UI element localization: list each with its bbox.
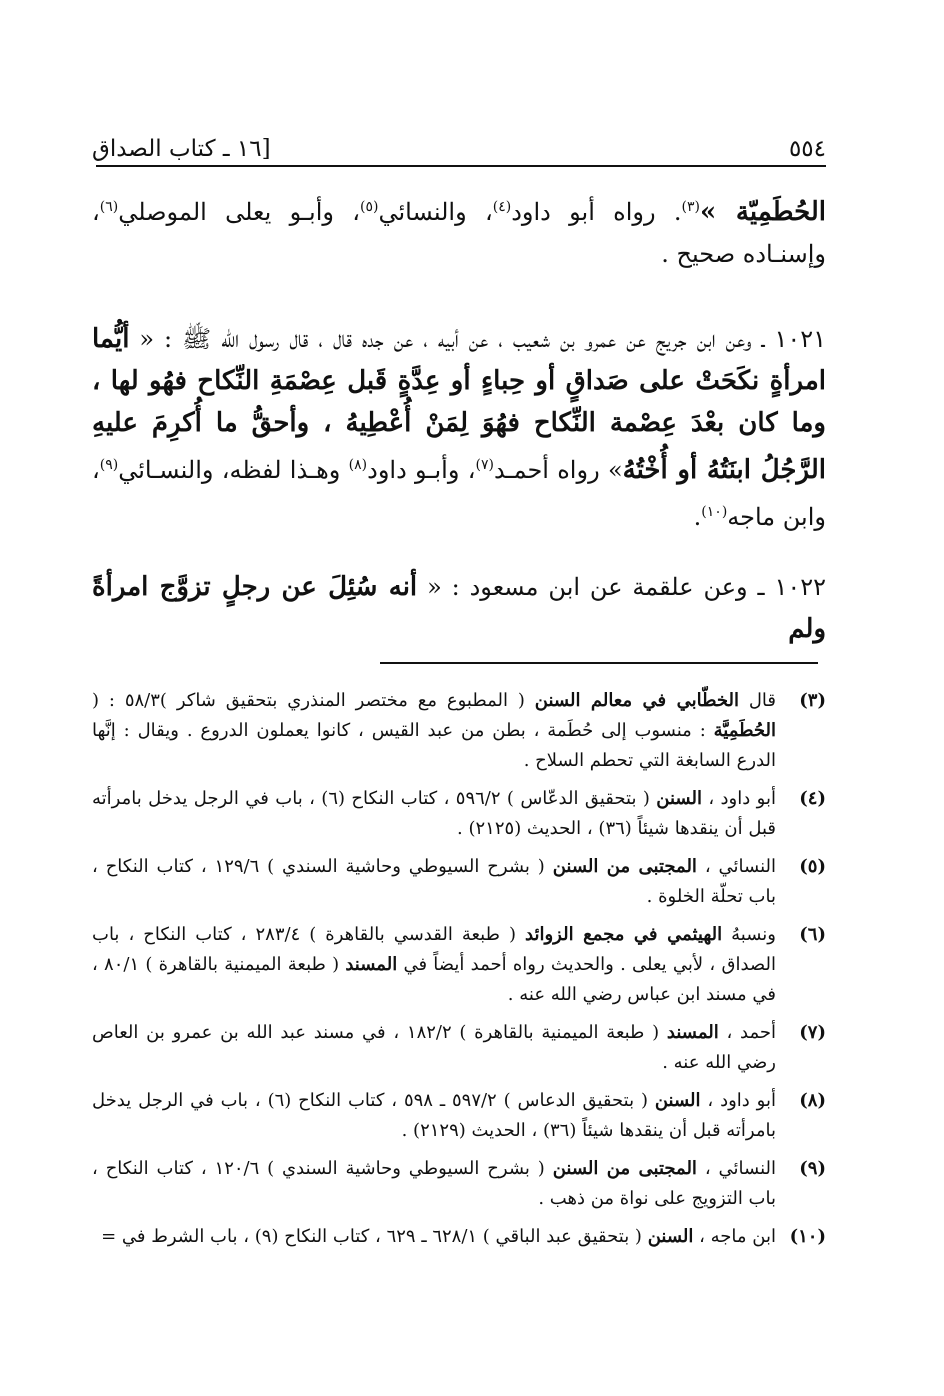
footnote-text (92, 1222, 776, 1252)
source-title: المسند (345, 954, 398, 975)
source-title: المجتبى من السنن (552, 1158, 697, 1179)
text-span: ١٠٢١ ـ وعن ابن جريج عن عمرو بن شعيب ، عن أبيه ، عن جده قال ، قال رسول الله ﷺ : « (139, 325, 826, 353)
footnote-number: (٣) (799, 690, 826, 711)
footnote-number: (٧) (799, 1022, 826, 1043)
footnote-rest: ( بتحقيق الدعاس ) ٥٩٧/٢ ـ ٥٩٨ ، كتاب النكاح (٦) ، باب في الرجل يدخل بامرأته قبل أن ينقدها شيئاً (٣٦) ، الحديث (٢١٢٩) . (92, 1090, 776, 1141)
text-span: » رواه أحمـد (493, 456, 623, 484)
footnote-number: (٥) (799, 856, 826, 877)
text-span: . (693, 503, 702, 531)
footnote-ref: (٥) (360, 199, 379, 215)
source-title: المجتبى من السنن (552, 856, 697, 877)
hadith-term: الحُطَمِيّة » (699, 197, 827, 227)
footnote-rest: ( طبعة الميمنية بالقاهرة ) ٨٠/١ ، في مسند ابن عباس رضي الله عنه . (92, 954, 776, 1005)
footnote-item (92, 784, 826, 844)
footnote-prefix: النسائي ، (704, 856, 776, 877)
page-number: ٥٥٤ (788, 136, 826, 162)
footnote-number: (٨) (799, 1090, 826, 1111)
footnote-ref: (٦) (99, 199, 119, 215)
source-title: الحُطَمِيَّة (713, 720, 776, 741)
footnote-text (92, 784, 776, 844)
footnote-text (92, 686, 776, 776)
footnote-text (92, 1086, 776, 1146)
source-title: الخطّابي في معالم السنن (534, 690, 739, 711)
footnote-ref: (٤) (492, 199, 512, 215)
text-span: . رواه أبو داود (511, 198, 682, 226)
source-title: الهيثمي في مجمع الزوائد (525, 924, 723, 945)
footnote-text (92, 920, 776, 1010)
footnote-rest: ( طبعة القدسي بالقاهرة ) ٢٨٣/٤ ، كتاب النكاح ، باب الصداق ، لأبي يعلى . والحديث رواه أحمد أيضاً في (92, 924, 776, 975)
footnote-number: (٤) (799, 788, 826, 809)
footnotes (92, 686, 826, 1260)
text-span: ، والنسائي (378, 198, 493, 226)
footnote-rest: ( طبعة الميمنية بالقاهرة ) ١٨٢/٢ ، في مسند عبد الله بن عمرو بن العاص رضي الله عنه . (92, 1022, 776, 1073)
footnote-rest: ( المطبوع مع مختصر المنذري بتحقيق شاكر )٥٨/٣ : ( (92, 690, 525, 711)
footnote-divider (380, 662, 818, 664)
footnote-item (92, 1222, 826, 1252)
footnote-item (92, 1086, 826, 1146)
footnote-rest: ( بشرح السيوطي وحاشية السندي ) ١٢٩/٦ ، كتاب النكاح ، باب تحلّة الخلوة . (92, 856, 776, 907)
footnote-prefix: ابن ماجه ، (699, 1226, 776, 1247)
source-title: المسند (666, 1022, 719, 1043)
hadith-text: أيُّما امرأةٍ نكَحَتْ على صَداقٍ أو حِباءٍ أو عِدَّةٍ قَبل عِصْمَةِ النِّكاح فهُو لها ، وما كان بعْدَ عِصْمة النِّكاح فهُوَ لِمَنْ أُعْطِيهُ ، وأحقُّ ما أُكرِمَ عليهِ الرَّجُلُ ابنَتُهُ أو أُخْتُهُ (92, 324, 826, 485)
footnote-text (92, 1154, 776, 1214)
paragraph-1022 (92, 566, 826, 650)
text-span: ، وأبـو داود (367, 456, 476, 484)
footnote-item (92, 1154, 826, 1214)
footnote-prefix: قال (748, 690, 776, 711)
footnote-prefix: أحمد ، (726, 1022, 776, 1043)
header-divider (96, 165, 826, 167)
text-span: ، وإسنـاده صحيح . (92, 198, 826, 268)
footnote-number: (١٠) (789, 1226, 826, 1247)
footnote-prefix: أبو داود ، (707, 1090, 776, 1111)
footnote-rest: ( بشرح السيوطي وحاشية السندي ) ١٢٠/٦ ، كتاب النكاح ، باب التزويج على نواة من ذهب . (92, 1158, 776, 1209)
footnote-prefix: أبو داود ، (708, 788, 776, 809)
source-title: السنن (656, 788, 702, 809)
footnote-rest: : منسوب إلى حُطَمة ، بطن من عبد القيس ، كانوا يعملون الدروع . ويقال : إنَّها الدرع السابغة التي تحطم السلاح . (92, 720, 776, 771)
footnote-ref: (١٠) (701, 504, 728, 520)
footnote-item (92, 686, 826, 776)
footnote-prefix: ونسبهُ (731, 924, 776, 945)
chapter-title: [١٦ ـ كتاب الصداق (92, 136, 271, 162)
source-title: السنن (654, 1090, 701, 1111)
text-span: ١٠٢٢ ـ وعن علقمة عن ابن مسعود : « (427, 573, 826, 601)
footnote-rest: ( بتحقيق الدعّاس ) ٥٩٦/٢ ، كتاب النكاح (٦) ، باب في الرجل يدخل بامرأته قبل أن ينقدها شيئاً (٣٦) ، الحديث (٢١٢٥) . (92, 788, 776, 839)
hadith-text: أنه سُئِلَ عن رجلٍ تزوَّج امرأةً ولم (92, 572, 826, 644)
footnote-item (92, 920, 826, 1010)
footnote-text (92, 852, 776, 912)
footnote-ref: (٩) (99, 457, 119, 473)
footnote-ref: (٣) (681, 199, 700, 215)
footnote-number: (٦) (799, 924, 826, 945)
footnote-ref: (٧) (475, 457, 494, 473)
paragraph-1 (92, 186, 826, 275)
paragraph-1021 (92, 318, 826, 538)
footnote-ref: (٨) (348, 457, 368, 473)
footnote-text (92, 1018, 776, 1078)
text-span: ، وابن ماجه (92, 456, 826, 531)
text-span: وهـذا لفظه، والنسـائي (118, 456, 341, 484)
footnote-rest: ( بتحقيق عبد الباقي ) ٦٢٨/١ ـ ٦٢٩ ، كتاب النكاح (٩) ، باب الشرط في = (101, 1226, 642, 1247)
source-title: السنن (647, 1226, 694, 1247)
page-header (92, 118, 826, 162)
footnote-item (92, 852, 826, 912)
footnote-item (92, 1018, 826, 1078)
text-span: ، وأبـو يعلى الموصلي (118, 198, 360, 226)
footnote-prefix: النسائي ، (704, 1158, 776, 1179)
footnote-number: (٩) (799, 1158, 826, 1179)
